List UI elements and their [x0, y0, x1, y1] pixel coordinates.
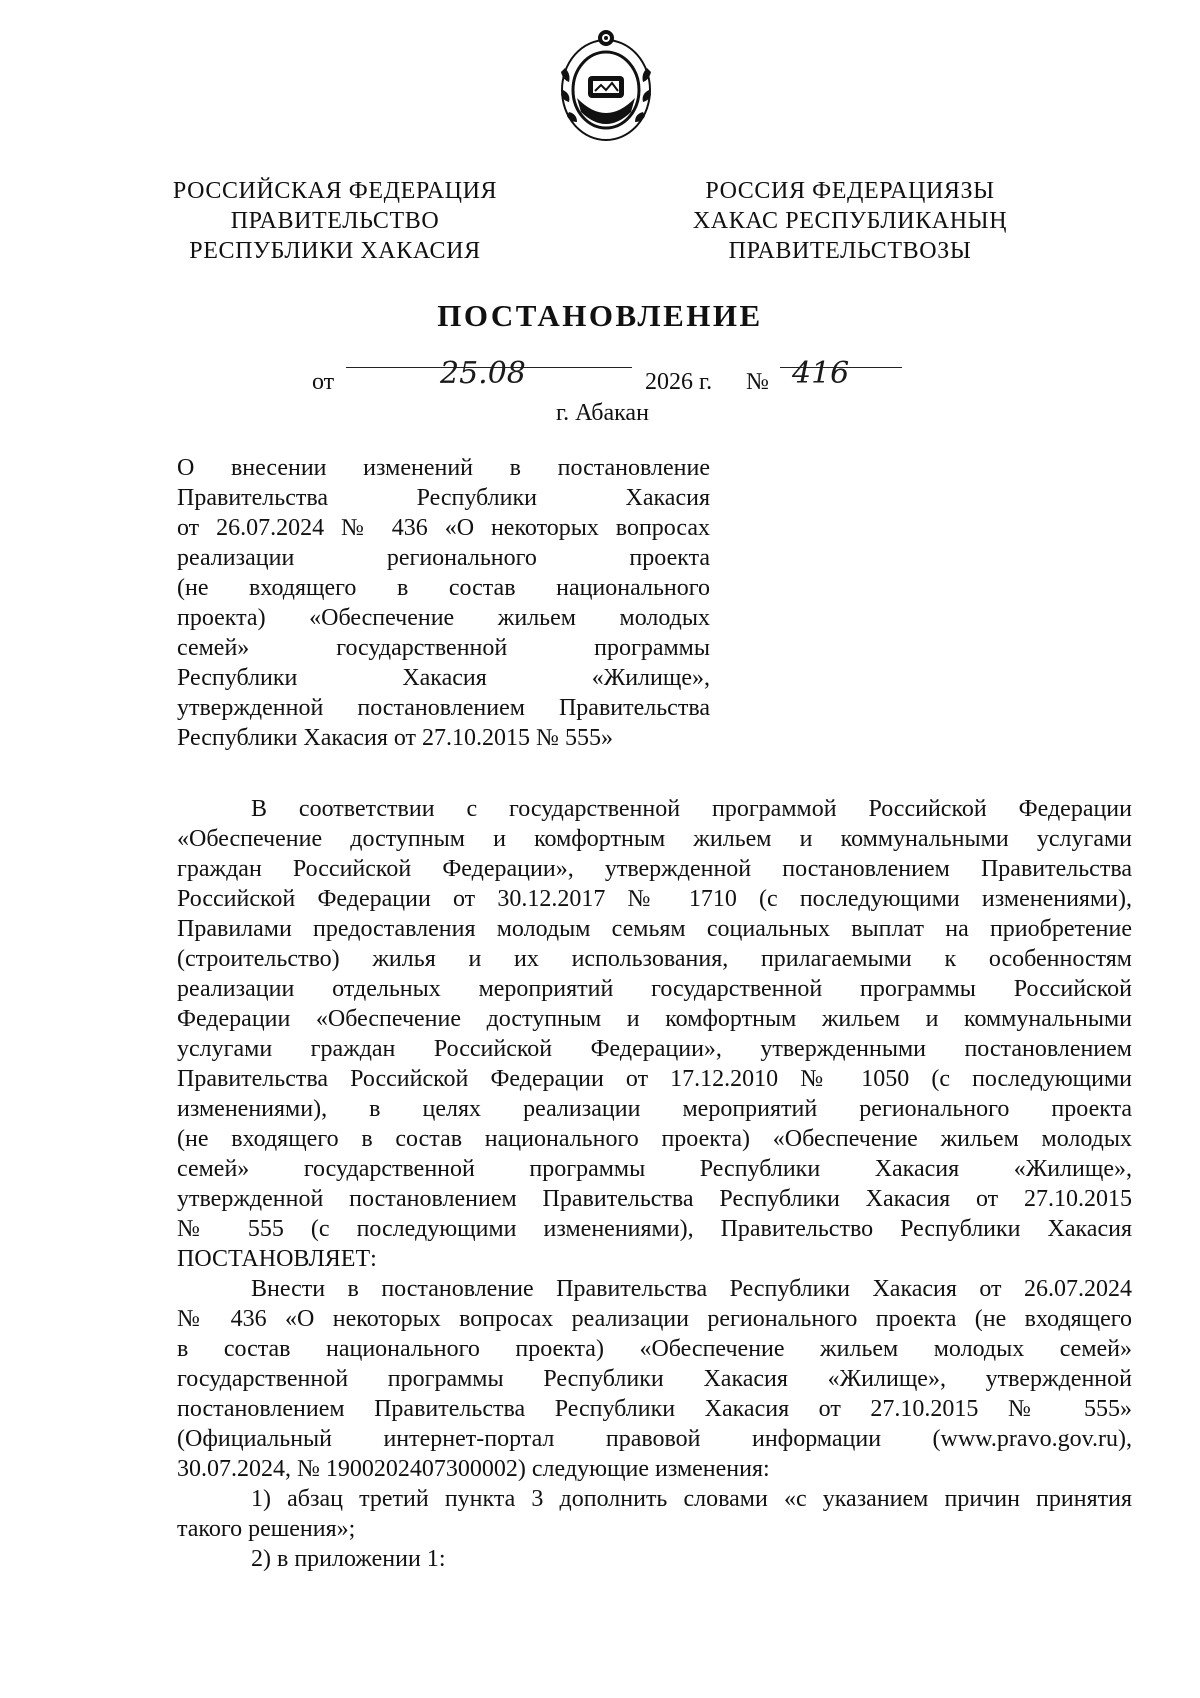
number-handwritten: 416: [792, 356, 850, 391]
document-title: ПОСТАНОВЛЕНИЕ: [437, 298, 763, 333]
subject-line: Республики Хакасия «Жилище»,: [177, 665, 710, 691]
date-prefix: от: [312, 369, 335, 395]
subject-line: утвержденной постановлением Правительства: [177, 695, 710, 721]
subject-line: О внесении изменений в постановление: [177, 455, 710, 481]
subject-block: [177, 453, 710, 753]
preamble-line: (строительство) жилья и их использования, прилагаемыми к особенностям: [177, 946, 1132, 972]
subject-line: реализации регионального проекта: [177, 545, 710, 571]
header-right-line: ХАКАС РЕСПУБЛИКАНЫҢ: [692, 208, 1008, 234]
decision-line: в состав национального проекта) «Обеспечение жильем молодых семей»: [177, 1336, 1132, 1362]
subject-line: Правительства Республики Хакасия: [177, 485, 710, 511]
number-label: №: [746, 369, 769, 395]
header-left-line: ПРАВИТЕЛЬСТВО: [230, 208, 440, 234]
date-handwritten: 25.08: [440, 356, 526, 391]
city: г. Абакан: [556, 400, 649, 426]
header-right-line: ПРАВИТЕЛЬСТВОЗЫ: [728, 238, 972, 264]
item-1-line: 1) абзац третий пункта 3 дополнить словами «с указанием причин принятия: [251, 1486, 1132, 1512]
item-2-line: 2) в приложении 1:: [251, 1546, 446, 1572]
header-left-line: РЕСПУБЛИКИ ХАКАСИЯ: [189, 238, 481, 264]
header-left-block: [155, 176, 515, 266]
preamble-line: № 555 (с последующими изменениями), Правительство Республики Хакасия: [177, 1216, 1132, 1242]
decision-line: государственной программы Республики Хакасия «Жилище», утвержденной: [177, 1366, 1132, 1392]
preamble-line: Российской Федерации от 30.12.2017 № 1710 (с последующими изменениями),: [177, 886, 1132, 912]
preamble-line: Федерации «Обеспечение доступным и комфортным жильем и коммунальными: [177, 1006, 1132, 1032]
subject-line: от 26.07.2024 № 436 «О некоторых вопросах: [177, 515, 710, 541]
preamble-line: (не входящего в состав национального проекта) «Обеспечение жильем молодых: [177, 1126, 1132, 1152]
preamble-line: граждан Российской Федерации», утвержденной постановлением Правительства: [177, 856, 1132, 882]
preamble-line: «Обеспечение доступным и комфортным жильем и коммунальными услугами: [177, 826, 1132, 852]
subject-line: семей» государственной программы: [177, 635, 710, 661]
header-right-block: [685, 176, 1015, 266]
preamble-line: утвержденной постановлением Правительства Республики Хакасия от 27.10.2015: [177, 1186, 1132, 1212]
body-text: [177, 794, 1132, 1574]
date-year: 2026 г.: [645, 369, 713, 395]
subject-line: (не входящего в состав национального: [177, 575, 710, 601]
postanovlyaet: ПОСТАНОВЛЯЕТ:: [177, 1246, 377, 1272]
header-right-line: РОССИЯ ФЕДЕРАЦИЯЗЫ: [705, 178, 995, 204]
decision-line: постановлением Правительства Республики Хакасия от 27.10.2015 № 555»: [177, 1396, 1132, 1422]
preamble-line: реализации отдельных мероприятий государственной программы Российской: [177, 976, 1132, 1002]
preamble-line: В соответствии с государственной программой Российской Федерации: [251, 796, 1132, 822]
decision-line: Внести в постановление Правительства Республики Хакасия от 26.07.2024: [251, 1276, 1132, 1302]
coat-of-arms-emblem: [555, 28, 657, 146]
preamble-line: услугами граждан Российской Федерации», утвержденными постановлением: [177, 1036, 1132, 1062]
item-1-line: такого решения»;: [177, 1516, 356, 1542]
preamble-line: Правительства Российской Федерации от 17.12.2010 № 1050 (с последующими: [177, 1066, 1132, 1092]
subject-line: Республики Хакасия от 27.10.2015 № 555»: [177, 725, 613, 751]
preamble-line: семей» государственной программы Республики Хакасия «Жилище»,: [177, 1156, 1132, 1182]
decision-line: № 436 «О некоторых вопросах реализации регионального проекта (не входящего: [177, 1306, 1132, 1332]
subject-line: проекта) «Обеспечение жильем молодых: [177, 605, 710, 631]
decision-line: 30.07.2024, № 1900202407300002) следующие изменения:: [177, 1456, 770, 1482]
preamble-line: Правилами предоставления молодым семьям социальных выплат на приобретение: [177, 916, 1132, 942]
header-left-line: РОССИЙСКАЯ ФЕДЕРАЦИЯ: [172, 178, 498, 204]
decision-line: (Официальный интернет-портал правовой информации (www.pravo.gov.ru),: [177, 1426, 1132, 1452]
preamble-line: изменениями), в целях реализации мероприятий регионального проекта: [177, 1096, 1132, 1122]
